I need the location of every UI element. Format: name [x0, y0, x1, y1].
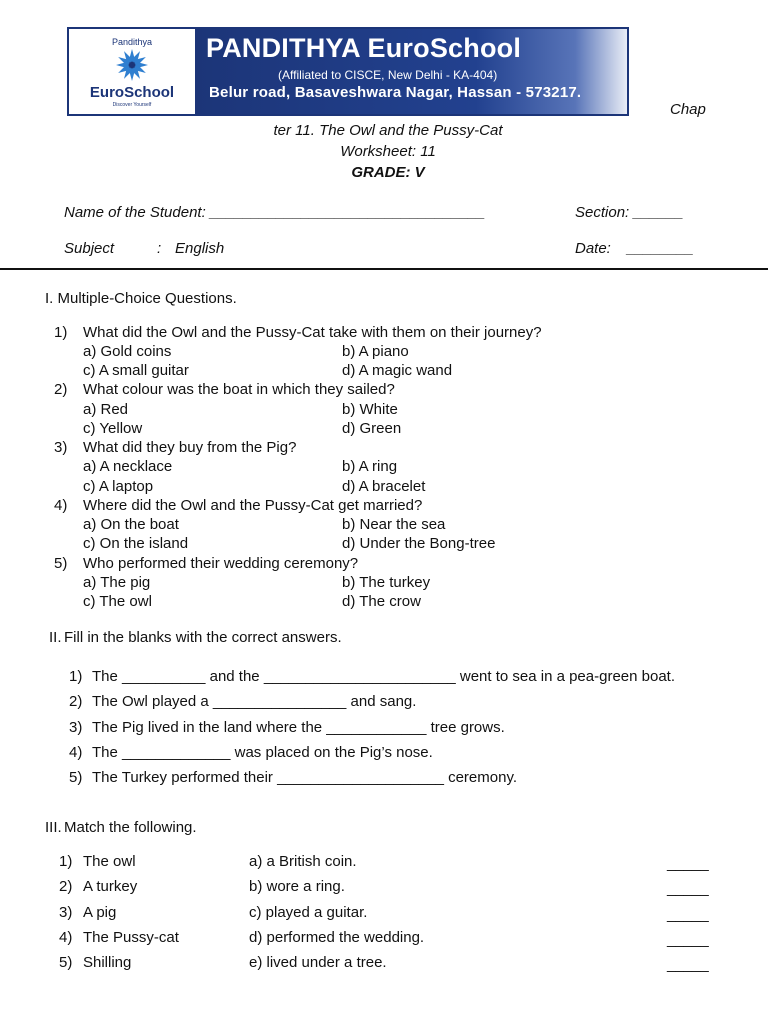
- mcq-option: d) A bracelet: [342, 478, 426, 495]
- logo-name-text: EuroSchool: [89, 84, 175, 101]
- header-divider: [0, 268, 768, 270]
- fill-number: 1): [69, 668, 83, 685]
- mcq-option: c) Yellow: [83, 420, 143, 437]
- fill-sentence: The Pig lived in the land where the ____________ tree grows.: [92, 719, 505, 736]
- school-logo: [69, 29, 195, 114]
- match-left-item: A pig: [83, 904, 117, 921]
- match-answer-blank: _____: [667, 855, 709, 872]
- school-address: Belur road, Basaveshwara Nagar, Hassan - 573217.: [209, 84, 582, 101]
- fill-sentence: The __________ and the _______________________ went to sea in a pea-green boat.: [92, 668, 676, 685]
- match-number: 5): [59, 954, 73, 971]
- mcq-option: d) A magic wand: [342, 362, 453, 379]
- school-name: PANDITHYA EuroSchool: [206, 33, 522, 63]
- mcq-option: d) Green: [342, 420, 402, 437]
- mcq-question: Where did the Owl and the Pussy-Cat get married?: [83, 497, 423, 514]
- grade-label: GRADE: V: [351, 164, 425, 181]
- date-blank: ________: [627, 240, 694, 257]
- mcq-option: a) Red: [83, 401, 129, 418]
- subject-value: English: [175, 240, 225, 257]
- mcq-option: d) The crow: [342, 593, 421, 610]
- chapter-title-start: Chap: [670, 101, 706, 118]
- fill-number: 4): [69, 744, 83, 761]
- mcq-option: b) Near the sea: [342, 516, 446, 533]
- subject-colon: :: [157, 240, 162, 257]
- mcq-question: What did the Owl and the Pussy-Cat take with them on their journey?: [83, 324, 542, 341]
- mcq-number: 5): [54, 555, 68, 572]
- match-number: 1): [59, 853, 73, 870]
- student-name-field: Name of the Student: _________________________________: [64, 204, 486, 221]
- mcq-option: d) Under the Bong-tree: [342, 535, 496, 552]
- match-right-item: a) a British coin.: [249, 853, 357, 870]
- header-band: [195, 29, 627, 114]
- mcq-option: a) A necklace: [83, 458, 173, 475]
- match-left-item: The owl: [83, 853, 136, 870]
- mcq-number: 4): [54, 497, 68, 514]
- match-answer-blank: _____: [667, 931, 709, 948]
- star-emblem-icon: [110, 48, 154, 82]
- mcq-question: What did they buy from the Pig?: [83, 439, 297, 456]
- match-left-item: Shilling: [83, 954, 132, 971]
- mcq-option: a) On the boat: [83, 516, 179, 533]
- fill-heading: Fill in the blanks with the correct answers.: [64, 629, 342, 646]
- match-left-item: A turkey: [83, 878, 138, 895]
- match-number: 3): [59, 904, 73, 921]
- mcq-heading: I. Multiple-Choice Questions.: [45, 290, 237, 307]
- match-right-item: c) played a guitar.: [249, 904, 368, 921]
- mcq-question: What colour was the boat in which they sailed?: [83, 381, 395, 398]
- match-heading: Match the following.: [64, 819, 197, 836]
- mcq-option: c) On the island: [83, 535, 189, 552]
- fill-heading-number: II.: [49, 629, 62, 646]
- mcq-option: c) A small guitar: [83, 362, 189, 379]
- mcq-option: b) A ring: [342, 458, 398, 475]
- match-right-item: e) lived under a tree.: [249, 954, 387, 971]
- mcq-number: 3): [54, 439, 68, 456]
- logo-top-text: Pandithya: [111, 37, 153, 47]
- match-right-item: d) performed the wedding.: [249, 929, 425, 946]
- mcq-option: c) A laptop: [83, 478, 154, 495]
- match-number: 4): [59, 929, 73, 946]
- mcq-option: b) White: [342, 401, 398, 418]
- affiliation-text: (Affiliated to CISCE, New Delhi - KA-404): [278, 68, 498, 82]
- fill-sentence: The _____________ was placed on the Pig’s nose.: [92, 744, 433, 761]
- worksheet-number: Worksheet: 11: [340, 143, 436, 160]
- mcq-option: b) The turkey: [342, 574, 431, 591]
- fill-sentence: The Turkey performed their ____________________ ceremony.: [92, 769, 518, 786]
- match-left-item: The Pussy-cat: [83, 929, 179, 946]
- mcq-option: c) The owl: [83, 593, 152, 610]
- section-field: Section: ______: [575, 204, 684, 221]
- mcq-number: 2): [54, 381, 68, 398]
- subject-label: Subject: [64, 240, 115, 257]
- fill-number: 5): [69, 769, 83, 786]
- school-header-banner: [67, 27, 629, 116]
- mcq-option: a) Gold coins: [83, 343, 172, 360]
- match-answer-blank: _____: [667, 956, 709, 973]
- logo-tagline: Discover Yourself: [112, 102, 152, 108]
- match-heading-number: III.: [45, 819, 62, 836]
- fill-number: 2): [69, 693, 83, 710]
- match-number: 2): [59, 878, 73, 895]
- mcq-question: Who performed their wedding ceremony?: [83, 555, 359, 572]
- chapter-title: ter 11. The Owl and the Pussy-Cat: [273, 122, 503, 139]
- mcq-number: 1): [54, 324, 68, 341]
- fill-sentence: The Owl played a ________________ and sang.: [92, 693, 417, 710]
- mcq-option: a) The pig: [83, 574, 151, 591]
- match-answer-blank: _____: [667, 880, 709, 897]
- match-answer-blank: _____: [667, 906, 709, 923]
- mcq-option: b) A piano: [342, 343, 409, 360]
- match-right-item: b) wore a ring.: [249, 878, 345, 895]
- fill-number: 3): [69, 719, 83, 736]
- date-label: Date:: [575, 240, 611, 257]
